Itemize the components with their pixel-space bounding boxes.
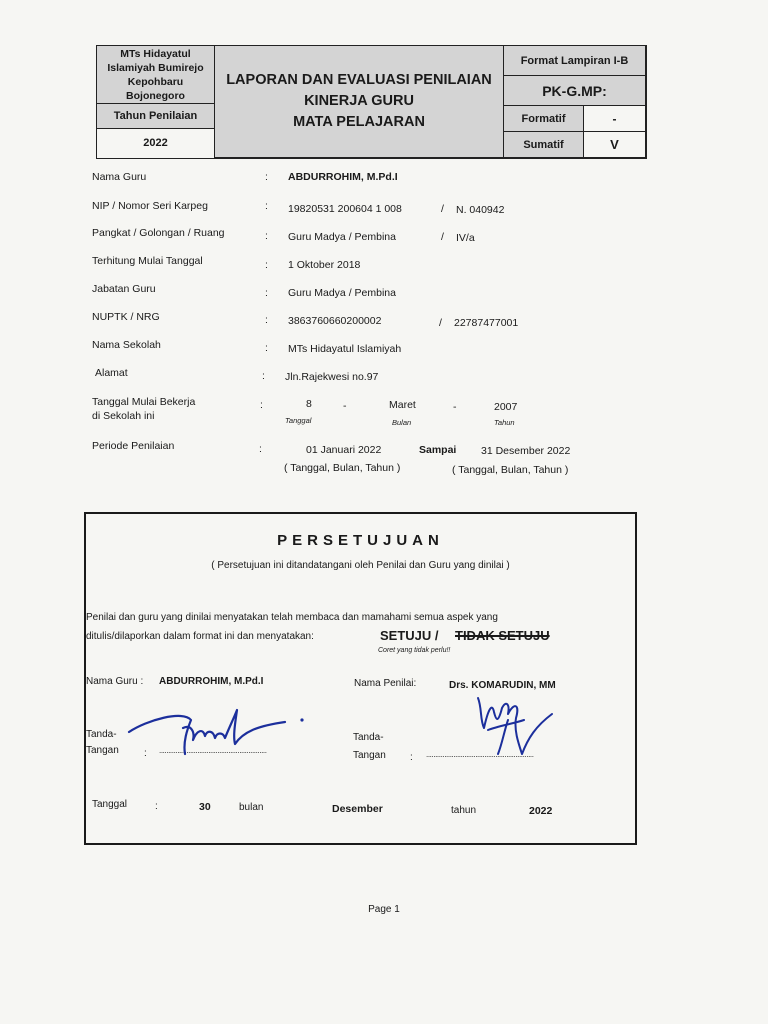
- colon: :: [265, 171, 268, 183]
- colon: :: [144, 748, 147, 759]
- bulan-label: bulan: [239, 802, 264, 813]
- terhitung-value: 1 Oktober 2018: [288, 259, 361, 271]
- mulai-day: 8: [306, 398, 312, 410]
- approval-subtitle: ( Persetujuan ini ditandatangani oleh Penilai dan Guru yang dinilai ): [211, 560, 510, 571]
- tanda-label: Tanda-: [353, 732, 384, 743]
- mulai-label-line: Tanggal Mulai Bekerja: [92, 396, 196, 408]
- formatif-label: Formatif: [504, 106, 584, 132]
- title-line: KINERJA GURU: [304, 93, 414, 109]
- periode-label: Periode Penilaian: [92, 440, 175, 452]
- school-name-line: Islamiyah Bumirejo: [107, 61, 204, 74]
- formatif-value: -: [584, 106, 646, 132]
- alamat-label: Alamat: [95, 367, 128, 379]
- penilai-label: Nama Penilai:: [354, 678, 417, 689]
- school-name-cell: [97, 46, 215, 104]
- bulan-value: Desember: [332, 803, 383, 815]
- sumatif-value: V: [584, 132, 646, 158]
- mulai-month: Maret: [389, 399, 416, 411]
- colon: :: [262, 370, 265, 382]
- pangkat-label: Pangkat / Golongan / Ruang: [92, 227, 225, 239]
- guru-label: Nama Guru :: [86, 676, 144, 687]
- assessment-year-label: Tahun Penilaian: [97, 104, 214, 129]
- pangkat-value: Guru Madya / Pembina: [288, 231, 396, 243]
- jabatan-label: Jabatan Guru: [92, 283, 156, 295]
- separator-slash: /: [441, 231, 444, 243]
- nuptk-label: NUPTK / NRG: [92, 311, 160, 323]
- penilai-signature: [458, 690, 558, 780]
- alamat-value: Jln.Rajekwesi no.97: [285, 371, 379, 383]
- tanggal-label: Tanggal: [92, 799, 128, 810]
- colon: :: [410, 752, 413, 763]
- approval-statement-line: ditulis/dilaporkan dalam format ini dan menyatakan:: [86, 631, 314, 642]
- separator-slash: /: [439, 317, 442, 329]
- periode-start: 01 Januari 2022: [306, 444, 382, 456]
- caption-bulan: Bulan: [392, 418, 412, 427]
- title-line: LAPORAN DAN EVALUASI PENILAIAN: [226, 72, 492, 88]
- terhitung-label: Terhitung Mulai Tanggal: [92, 255, 203, 267]
- separator-dash: -: [453, 401, 457, 413]
- periode-sampai: Sampai: [419, 444, 457, 456]
- tanda-label: Tanda-: [86, 729, 117, 740]
- nuptk-value: 3863760660200002: [288, 315, 382, 327]
- guru-signature-line: ...........................................................: [159, 746, 267, 755]
- school-name-line: MTs Hidayatul: [120, 47, 191, 60]
- tahun-label: tahun: [451, 805, 477, 816]
- setuju-option: SETUJU /: [380, 628, 439, 643]
- caption-tanggal: Tanggal: [285, 416, 312, 425]
- nama-guru-value: ABDURROHIM, M.Pd.I: [288, 171, 398, 183]
- jabatan-value: Guru Madya / Pembina: [288, 287, 396, 299]
- tanggal-value: 30: [199, 801, 211, 813]
- colon: :: [265, 230, 268, 242]
- guru-signature: [125, 698, 315, 764]
- nip-label: NIP / Nomor Seri Karpeg: [92, 200, 208, 212]
- colon: :: [265, 200, 268, 212]
- sumatif-label: Sumatif: [504, 132, 584, 158]
- colon: :: [260, 399, 263, 411]
- colon: :: [259, 443, 262, 455]
- mulai-year: 2007: [494, 401, 518, 413]
- approval-box: [84, 512, 637, 845]
- periode-start-note: ( Tanggal, Bulan, Tahun ): [284, 462, 401, 474]
- golongan-value: IV/a: [456, 232, 475, 244]
- assessment-year-cell: [97, 104, 215, 159]
- nama-guru-label: Nama Guru: [92, 171, 147, 183]
- title-line: MATA PELAJARAN: [293, 114, 425, 130]
- colon: :: [265, 314, 268, 326]
- colon: :: [265, 287, 268, 299]
- colon: :: [265, 342, 268, 354]
- format-label: Format Lampiran I-B: [504, 46, 646, 76]
- approval-title: PERSETUJUAN: [277, 532, 444, 549]
- colon: :: [265, 259, 268, 271]
- school-name-line: Kepohbaru Bojonegoro: [126, 75, 185, 102]
- mulai-label-line: di Sekolah ini: [92, 410, 155, 422]
- guru-name: ABDURROHIM, M.Pd.I: [159, 676, 264, 687]
- penilai-signature-line: ...........................................................: [426, 750, 534, 759]
- approval-statement-line: Penilai dan guru yang dinilai menyatakan telah membaca dan mamahami semua aspek yang: [86, 612, 498, 623]
- karpeg-value: N. 040942: [456, 204, 505, 216]
- colon: :: [155, 801, 158, 812]
- document-title: [215, 46, 504, 158]
- tangan-label: Tangan: [353, 750, 386, 761]
- header-table: [96, 45, 647, 159]
- sekolah-label: Nama Sekolah: [92, 339, 161, 351]
- tahun-value: 2022: [529, 805, 553, 817]
- coret-note: Coret yang tidak perlu!!: [378, 647, 451, 654]
- page-number: Page 1: [368, 904, 400, 915]
- nrg-value: 22787477001: [454, 317, 519, 329]
- separator-slash: /: [441, 203, 444, 215]
- assessment-year-value: 2022: [143, 137, 168, 150]
- periode-end-note: ( Tanggal, Bulan, Tahun ): [452, 464, 569, 476]
- penilai-name: Drs. KOMARUDIN, MM: [449, 680, 556, 691]
- separator-dash: -: [343, 400, 347, 412]
- periode-end: 31 Desember 2022: [481, 445, 571, 457]
- sekolah-value: MTs Hidayatul Islamiyah: [288, 343, 402, 355]
- tangan-label: Tangan: [86, 745, 119, 756]
- caption-tahun: Tahun: [494, 418, 515, 427]
- tidak-setuju-option: TIDAK SETUJU: [455, 628, 550, 643]
- nip-value: 19820531 200604 1 008: [288, 203, 402, 215]
- form-code: PK-G.MP:: [504, 76, 646, 106]
